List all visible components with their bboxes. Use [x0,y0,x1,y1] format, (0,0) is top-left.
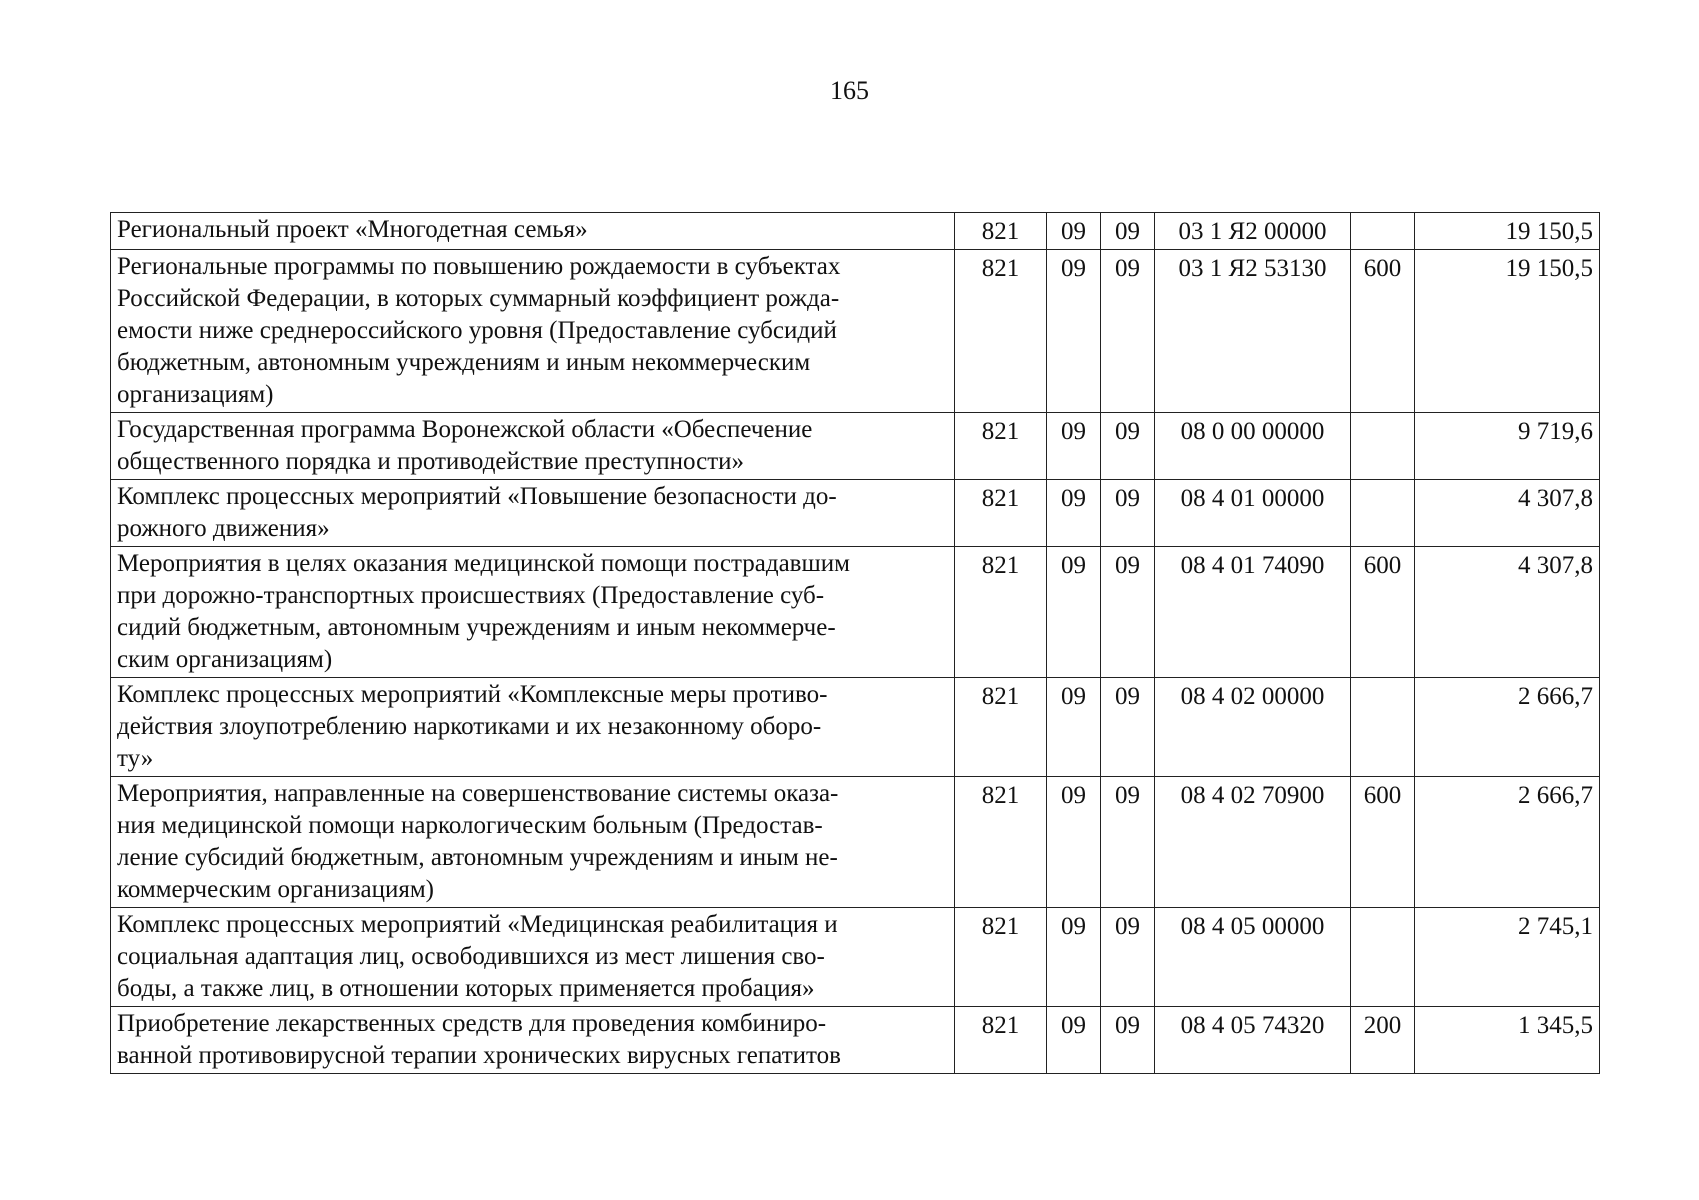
section-code-cell: 09 [1047,1007,1101,1074]
item-name-line: ление субсидий бюджетным, автономным учреждениям и иным не- [117,844,838,871]
expense-type-cell: 600 [1351,250,1415,413]
table-row [111,250,1600,413]
item-name-cell [111,213,955,250]
ministry-code-cell: 821 [955,413,1047,480]
expense-type-cell [1351,678,1415,777]
item-name-cell [111,908,955,1007]
target-article-cell: 08 4 05 74320 [1155,1007,1351,1074]
section-code-cell: 09 [1047,213,1101,250]
item-name-line: Российской Федерации, в которых суммарный коэффициент рожда- [117,285,840,312]
amount-cell: 2 666,7 [1415,678,1600,777]
target-article-cell: 08 4 05 00000 [1155,908,1351,1007]
item-name-cell [111,1007,955,1074]
item-name-line: действия злоупотреблению наркотиками и их незаконному оборо- [117,713,822,740]
ministry-code-cell: 821 [955,547,1047,678]
subsection-code-cell: 09 [1101,678,1155,777]
amount-cell: 4 307,8 [1415,547,1600,678]
table-row [111,678,1600,777]
item-name-line: коммерческим организациям) [117,876,434,903]
target-article-cell: 08 4 01 74090 [1155,547,1351,678]
item-name-line: организациям) [117,381,274,408]
section-code-cell: 09 [1047,678,1101,777]
item-name-cell [111,547,955,678]
amount-cell: 9 719,6 [1415,413,1600,480]
expense-type-cell [1351,480,1415,547]
target-article-cell: 08 0 00 00000 [1155,413,1351,480]
item-name-line: Комплекс процессных мероприятий «Комплексные меры противо- [117,681,828,708]
amount-cell: 19 150,5 [1415,213,1600,250]
section-code-cell: 09 [1047,908,1101,1007]
item-name-cell [111,250,955,413]
item-name-line: Комплекс процессных мероприятий «Повышение безопасности до- [117,483,837,510]
subsection-code-cell: 09 [1101,250,1155,413]
subsection-code-cell: 09 [1101,213,1155,250]
item-name-line: ванной противовирусной терапии хронических вирусных гепатитов [117,1042,841,1069]
item-name-line: ния медицинской помощи наркологическим больным (Предостав- [117,812,823,839]
target-article-cell: 08 4 01 00000 [1155,480,1351,547]
item-name-line: сидий бюджетным, автономным учреждениям и иным некоммерче- [117,614,836,641]
table-row [111,777,1600,908]
section-code-cell: 09 [1047,547,1101,678]
expense-type-cell: 600 [1351,547,1415,678]
subsection-code-cell: 09 [1101,908,1155,1007]
amount-cell: 19 150,5 [1415,250,1600,413]
section-code-cell: 09 [1047,777,1101,908]
item-name-line: Приобретение лекарственных средств для проведения комбиниро- [117,1010,827,1037]
amount-cell: 1 345,5 [1415,1007,1600,1074]
item-name-line: Государственная программа Воронежской области «Обеспечение [117,416,813,443]
item-name-line: Региональный проект «Многодетная семья» [117,216,588,243]
item-name-line: общественного порядка и противодействие преступности» [117,448,745,475]
subsection-code-cell: 09 [1101,413,1155,480]
item-name-line: социальная адаптация лиц, освободившихся из мест лишения сво- [117,943,825,970]
amount-cell: 2 666,7 [1415,777,1600,908]
budget-table [110,212,1600,1074]
subsection-code-cell: 09 [1101,547,1155,678]
expense-type-cell [1351,413,1415,480]
amount-cell: 4 307,8 [1415,480,1600,547]
section-code-cell: 09 [1047,413,1101,480]
item-name-line: Мероприятия в целях оказания медицинской помощи пострадавшим [117,550,850,577]
item-name-cell [111,413,955,480]
item-name-line: Мероприятия, направленные на совершенствование системы оказа- [117,780,839,807]
item-name-cell [111,480,955,547]
ministry-code-cell: 821 [955,908,1047,1007]
item-name-cell [111,678,955,777]
item-name-line: при дорожно-транспортных происшествиях (Предоставление суб- [117,582,825,609]
table-row [111,480,1600,547]
item-name-line: бюджетным, автономным учреждениям и иным некоммерческим [117,349,811,376]
item-name-line: ским организациям) [117,646,333,673]
expense-type-cell: 600 [1351,777,1415,908]
item-name-line: ту» [117,745,154,772]
target-article-cell: 03 1 Я2 00000 [1155,213,1351,250]
ministry-code-cell: 821 [955,678,1047,777]
page-number: 165 [830,76,869,105]
table-row [111,908,1600,1007]
section-code-cell: 09 [1047,480,1101,547]
target-article-cell: 08 4 02 00000 [1155,678,1351,777]
expense-type-cell [1351,213,1415,250]
expense-type-cell [1351,908,1415,1007]
table-row [111,413,1600,480]
subsection-code-cell: 09 [1101,1007,1155,1074]
table-body [111,213,1600,1074]
subsection-code-cell: 09 [1101,777,1155,908]
section-code-cell: 09 [1047,250,1101,413]
ministry-code-cell: 821 [955,250,1047,413]
table-row [111,1007,1600,1074]
target-article-cell: 08 4 02 70900 [1155,777,1351,908]
ministry-code-cell: 821 [955,213,1047,250]
item-name-line: Комплекс процессных мероприятий «Медицинская реабилитация и [117,911,838,938]
item-name-line: емости ниже среднероссийского уровня (Предоставление субсидий [117,317,837,344]
table-row [111,547,1600,678]
ministry-code-cell: 821 [955,777,1047,908]
item-name-line: Региональные программы по повышению рождаемости в субъектах [117,253,841,280]
ministry-code-cell: 821 [955,480,1047,547]
subsection-code-cell: 09 [1101,480,1155,547]
ministry-code-cell: 821 [955,1007,1047,1074]
table-row [111,213,1600,250]
target-article-cell: 03 1 Я2 53130 [1155,250,1351,413]
item-name-line: боды, а также лиц, в отношении которых применяется пробация» [117,975,815,1002]
expense-type-cell: 200 [1351,1007,1415,1074]
amount-cell: 2 745,1 [1415,908,1600,1007]
item-name-cell [111,777,955,908]
item-name-line: рожного движения» [117,515,330,542]
